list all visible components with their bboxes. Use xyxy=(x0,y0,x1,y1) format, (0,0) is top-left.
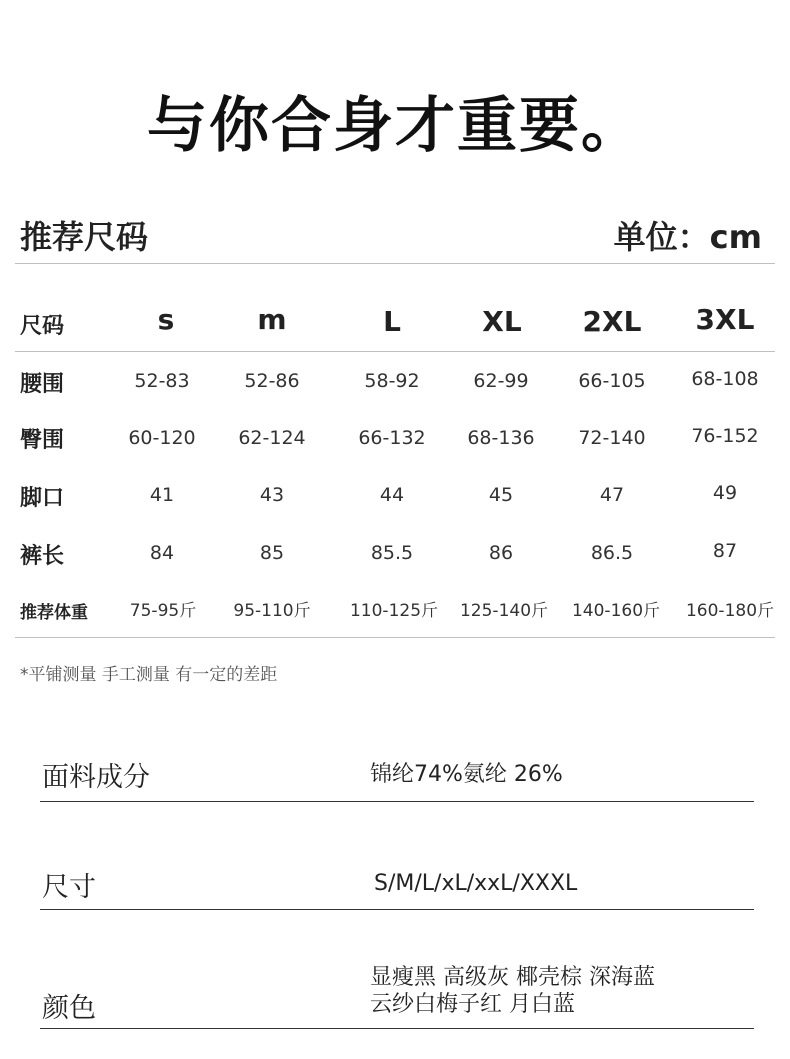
size-header-cell: 2XL xyxy=(582,305,642,338)
table-cell: 125-140斤 xyxy=(459,601,549,621)
size-header-cell: 3XL xyxy=(695,303,755,336)
table-cell: 52-86 xyxy=(244,370,300,392)
divider xyxy=(15,637,775,638)
row-label: 推荐体重 xyxy=(20,603,88,623)
spec-value xyxy=(374,870,577,897)
spec-row-fabric xyxy=(40,745,754,802)
spec-label: 尺寸 xyxy=(42,872,96,903)
row-label: 臀围 xyxy=(20,428,65,453)
spec-row-color xyxy=(40,962,754,1029)
row-label: 腰围 xyxy=(20,372,65,397)
spec-value-line: 显瘦黑 高级灰 椰壳棕 深海蓝 xyxy=(370,965,655,990)
table-cell: 140-160斤 xyxy=(571,601,661,621)
table-cell: 47 xyxy=(599,484,625,506)
row-label: 脚口 xyxy=(20,486,65,511)
size-table-title: 推荐尺码 xyxy=(20,218,149,256)
table-cell: 68-136 xyxy=(467,427,535,449)
spec-value xyxy=(370,964,655,1018)
size-header-cell: s xyxy=(157,303,175,336)
table-cell: 44 xyxy=(379,484,405,506)
table-cell: 62-124 xyxy=(238,427,306,449)
spec-label: 面料成分 xyxy=(42,762,150,793)
table-cell: 41 xyxy=(149,484,175,506)
row-label: 裤长 xyxy=(20,544,65,569)
table-cell: 68-108 xyxy=(691,368,759,390)
size-header-cell: XL xyxy=(482,305,522,338)
table-cell: 52-83 xyxy=(134,370,190,392)
divider xyxy=(15,263,775,264)
size-header-cell: m xyxy=(257,303,287,336)
table-row xyxy=(0,481,790,513)
table-row xyxy=(0,367,790,399)
size-header-row xyxy=(0,303,790,343)
unit-label: 单位：cm xyxy=(613,218,762,256)
table-cell: 85 xyxy=(259,542,285,564)
table-cell: 58-92 xyxy=(364,370,420,392)
table-cell: 110-125斤 xyxy=(349,601,439,621)
table-cell: 95-110斤 xyxy=(233,601,311,621)
size-header-cell: L xyxy=(383,305,401,338)
table-cell: 87 xyxy=(712,540,738,562)
table-row xyxy=(0,539,790,571)
table-row xyxy=(0,423,790,455)
table-cell: 60-120 xyxy=(128,427,196,449)
spec-label: 颜色 xyxy=(42,993,96,1024)
table-cell: 45 xyxy=(488,484,514,506)
spec-value-line: 锦纶74%氨纶 26% xyxy=(370,762,563,787)
table-cell: 62-99 xyxy=(473,370,529,392)
table-cell: 160-180斤 xyxy=(685,601,775,621)
table-cell: 75-95斤 xyxy=(129,601,197,621)
table-cell: 72-140 xyxy=(578,427,646,449)
table-cell: 86 xyxy=(488,542,514,564)
table-cell: 84 xyxy=(149,542,175,564)
spec-row-size xyxy=(40,853,754,910)
divider xyxy=(15,351,775,352)
table-cell: 76-152 xyxy=(691,425,759,447)
spec-value xyxy=(370,761,563,788)
size-header-label: 尺码 xyxy=(20,314,65,339)
table-row xyxy=(0,596,790,624)
table-cell: 43 xyxy=(259,484,285,506)
spec-value-line: 云纱白梅子红 月白蓝 xyxy=(370,992,575,1017)
table-cell: 66-132 xyxy=(358,427,426,449)
table-cell: 85.5 xyxy=(370,542,414,564)
page-headline: 与你合身才重要。 xyxy=(147,91,643,161)
table-cell: 49 xyxy=(712,482,738,504)
measurement-note: *平铺测量 手工测量 有一定的差距 xyxy=(20,665,278,685)
table-cell: 86.5 xyxy=(590,542,634,564)
table-cell: 66-105 xyxy=(578,370,646,392)
spec-value-line: S/M/L/xL/xxL/XXXL xyxy=(374,871,578,896)
